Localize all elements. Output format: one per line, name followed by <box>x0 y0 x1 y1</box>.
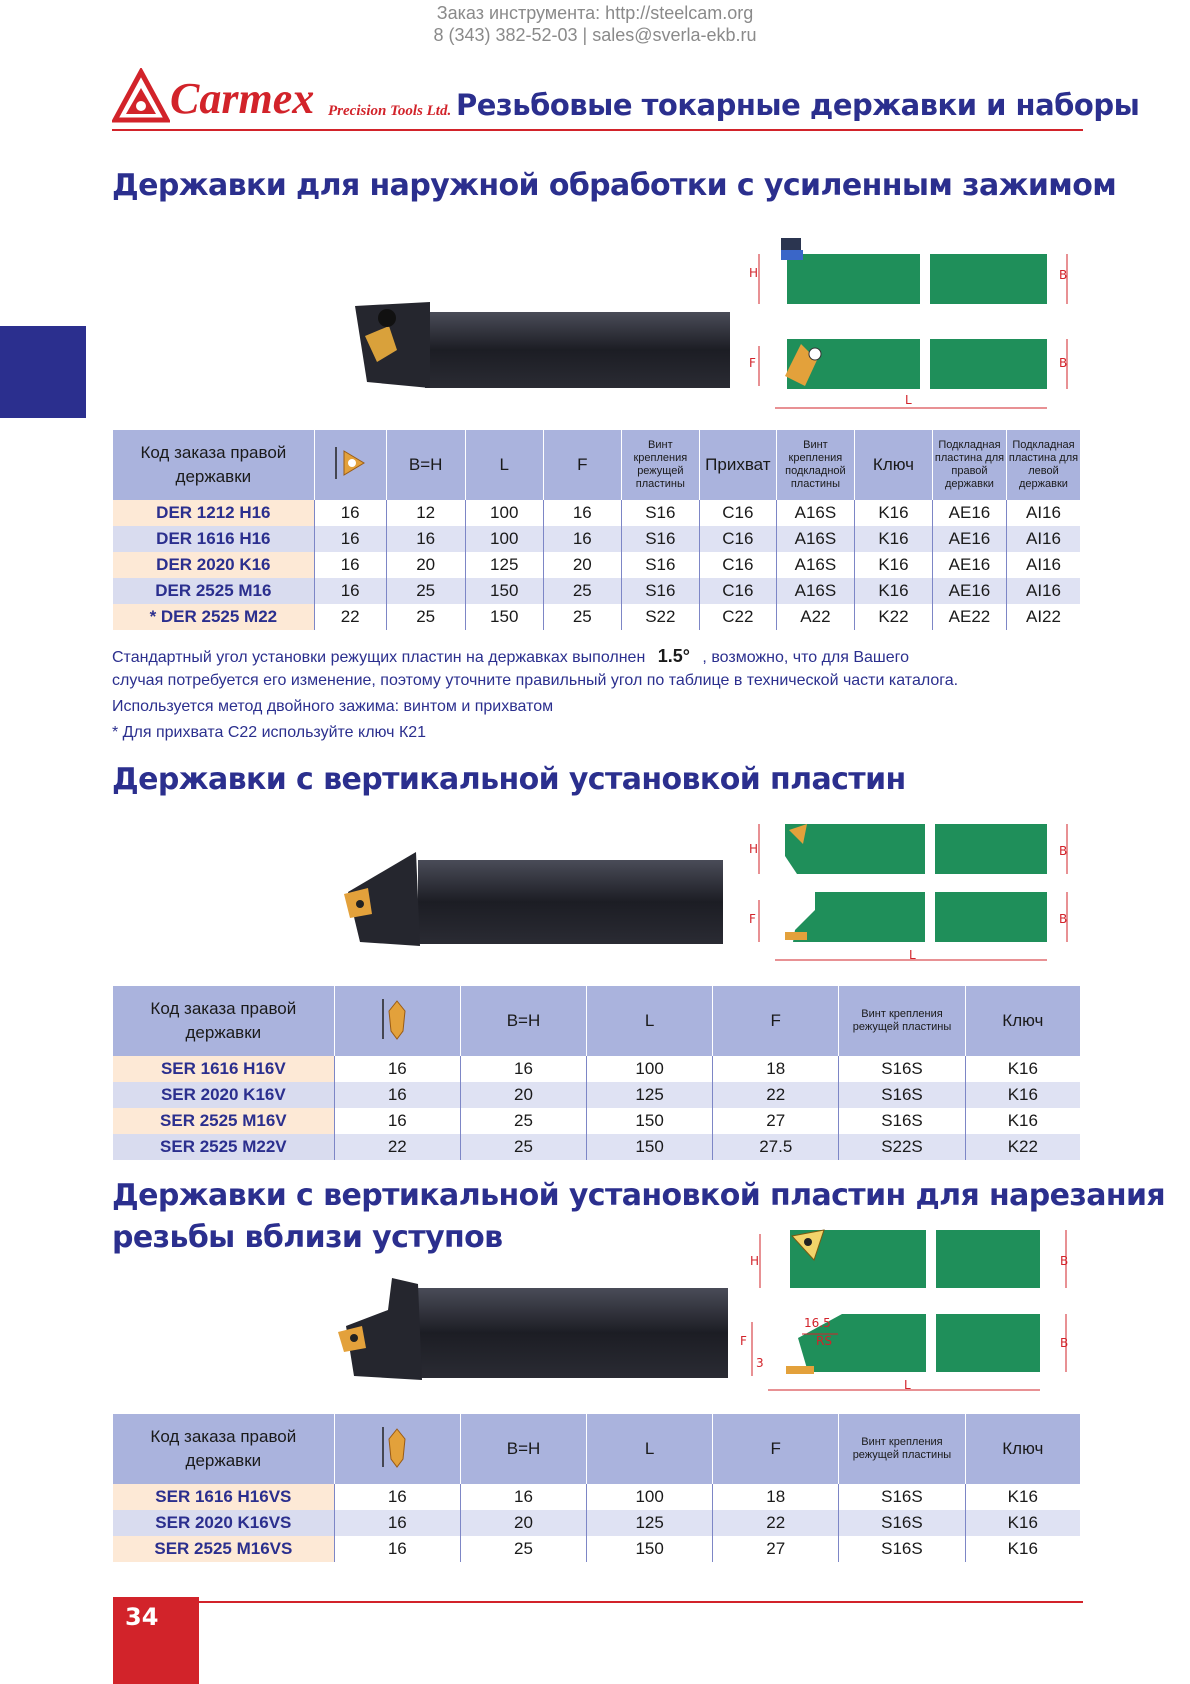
cell: 16 <box>543 500 621 526</box>
holder-photo-ser-vs <box>332 1276 732 1388</box>
cell: 16 <box>543 526 621 552</box>
table-row <box>113 552 1080 578</box>
dim-b-label: B <box>1059 844 1068 858</box>
dim-l-label: L <box>909 948 916 962</box>
cell: K16 <box>965 1056 1080 1082</box>
cell: AE16 <box>932 578 1006 604</box>
table-row <box>113 1108 1080 1134</box>
cell: S16S <box>839 1056 965 1082</box>
dim-offset-label: 3 <box>756 1356 764 1370</box>
cell: S16 <box>621 500 699 526</box>
table-row <box>113 604 1080 630</box>
dim-h-label: H <box>749 266 759 280</box>
col-bh: B=H <box>460 1414 586 1484</box>
cell: 25 <box>460 1134 586 1160</box>
cell: 16 <box>314 500 386 526</box>
cell: 16 <box>334 1536 460 1562</box>
note-angle-text: Стандартный угол установки режущих пластин на державках выполнен <box>112 649 646 666</box>
cell: S16 <box>621 578 699 604</box>
cell: 20 <box>460 1510 586 1536</box>
cell: 25 <box>386 578 465 604</box>
note-angle <box>112 646 909 667</box>
note-angle-value: 1.5° <box>657 646 690 666</box>
vertical-insert-icon <box>377 1425 417 1469</box>
cell: 16 <box>460 1056 586 1082</box>
cell: S16S <box>839 1536 965 1562</box>
dim-width-label: 16.5 <box>804 1316 831 1330</box>
col-bh: B=H <box>460 986 586 1056</box>
cell: K22 <box>965 1134 1080 1160</box>
cell: 27.5 <box>713 1134 839 1160</box>
cell: AE22 <box>932 604 1006 630</box>
cell: S22S <box>839 1134 965 1160</box>
cell: 125 <box>587 1510 713 1536</box>
note-line-3: Используется метод двойного зажима: винтом и прихватом <box>112 698 554 715</box>
cell: 12 <box>386 500 465 526</box>
cell: K16 <box>965 1082 1080 1108</box>
cell: S22 <box>621 604 699 630</box>
cell: AI16 <box>1006 500 1080 526</box>
note-line-2: случая потребуется его изменение, поэтому уточните правильный угол по таблице в технической части каталога. <box>112 672 959 689</box>
page-title: Резьбовые токарные державки и наборы <box>456 88 1140 122</box>
cell: 18 <box>713 1484 839 1510</box>
order-code: DER 2525 M16 <box>113 578 314 604</box>
dim-rs-label: RS <box>816 1334 832 1348</box>
dim-b-label-2: B <box>1060 1336 1069 1350</box>
cell: 150 <box>465 604 543 630</box>
col-f: F <box>713 1414 839 1484</box>
dim-f-label: F <box>740 1334 747 1348</box>
col-insert-screw: Винт крепления режущей пластины <box>839 1414 965 1484</box>
dim-b-label: B <box>1059 268 1068 282</box>
order-code: DER 1616 H16 <box>113 526 314 552</box>
cell: A16S <box>776 578 854 604</box>
table-row <box>113 1134 1080 1160</box>
cell: C16 <box>699 578 776 604</box>
col-l: L <box>587 986 713 1056</box>
cell: 125 <box>587 1082 713 1108</box>
cell: 27 <box>713 1108 839 1134</box>
order-code: SER 2525 M16V <box>113 1108 334 1134</box>
cell: C16 <box>699 526 776 552</box>
cell: 100 <box>587 1484 713 1510</box>
contact-line-2: 8 (343) 382-52-03 | sales@sverla-ekb.ru <box>433 25 757 45</box>
cell: C16 <box>699 552 776 578</box>
cell: A22 <box>776 604 854 630</box>
cell: AI16 <box>1006 552 1080 578</box>
col-f: F <box>543 430 621 500</box>
dim-b-label: B <box>1060 1254 1069 1268</box>
cell: A16S <box>776 552 854 578</box>
cell: K16 <box>854 578 932 604</box>
cell: AE16 <box>932 552 1006 578</box>
dimension-diagram-ser-vs <box>738 1226 1085 1400</box>
cell: 125 <box>465 552 543 578</box>
col-shim-right: Подкладная пластина для правой державки <box>932 430 1006 500</box>
cell: C22 <box>699 604 776 630</box>
cell: 16 <box>314 552 386 578</box>
cell: 150 <box>465 578 543 604</box>
note-line-4: * Для прихвата С22 используйте ключ К21 <box>112 724 427 741</box>
col-shim-left: Подкладная пластина для левой державки <box>1006 430 1080 500</box>
carmex-logo-icon <box>112 68 170 126</box>
cell: 25 <box>543 578 621 604</box>
cell: 25 <box>460 1108 586 1134</box>
order-code: DER 2020 K16 <box>113 552 314 578</box>
cell: AE16 <box>932 526 1006 552</box>
cell: 22 <box>314 604 386 630</box>
cell: 27 <box>713 1536 839 1562</box>
cell: 16 <box>334 1510 460 1536</box>
order-code: SER 1616 H16V <box>113 1056 334 1082</box>
table-row <box>113 1484 1080 1510</box>
cell: 20 <box>386 552 465 578</box>
side-tab <box>0 326 86 418</box>
table-row <box>113 1510 1080 1536</box>
col-clamp: Прихват <box>699 430 776 500</box>
cell: 20 <box>543 552 621 578</box>
vertical-insert-icon <box>377 997 417 1041</box>
order-code: SER 2525 M22V <box>113 1134 334 1160</box>
spec-table-ser-vs <box>113 1414 1080 1562</box>
brand-name: Carmex <box>170 74 315 123</box>
cell: 16 <box>386 526 465 552</box>
header-rule <box>112 129 1083 131</box>
dim-h-label: H <box>750 1254 760 1268</box>
spec-table-der <box>113 430 1080 630</box>
col-l: L <box>465 430 543 500</box>
dim-l-label: L <box>905 393 912 407</box>
table-row <box>113 1536 1080 1562</box>
cell: 25 <box>460 1536 586 1562</box>
cell: K16 <box>965 1510 1080 1536</box>
cell: S16S <box>839 1108 965 1134</box>
col-key: Ключ <box>854 430 932 500</box>
dim-b-label-2: B <box>1059 912 1068 926</box>
cell: K16 <box>854 526 932 552</box>
cell: 150 <box>587 1134 713 1160</box>
cell: S16 <box>621 526 699 552</box>
col-order-code: Код заказа правой державки <box>113 1414 334 1484</box>
cell: 16 <box>314 578 386 604</box>
cell: 16 <box>314 526 386 552</box>
col-l: L <box>587 1414 713 1484</box>
dim-f-label: F <box>749 912 756 926</box>
col-insert-screw: Винт крепления режущей пластины <box>839 986 965 1056</box>
order-code: SER 2525 M16VS <box>113 1536 334 1562</box>
cell: AI16 <box>1006 578 1080 604</box>
table-row <box>113 500 1080 526</box>
col-bh: B=H <box>386 430 465 500</box>
dim-h-label: H <box>749 842 759 856</box>
col-key: Ключ <box>965 1414 1080 1484</box>
section3-title-line2: резьбы вблизи уступов <box>112 1220 503 1255</box>
page-number: 34 <box>113 1597 199 1684</box>
table-row <box>113 526 1080 552</box>
cell: 25 <box>543 604 621 630</box>
section1-title: Державки для наружной обработки с усиленным зажимом <box>112 168 1117 203</box>
cell: 20 <box>460 1082 586 1108</box>
cell: 16 <box>334 1056 460 1082</box>
cell: 25 <box>386 604 465 630</box>
section2-title: Державки с вертикальной установкой пластин <box>112 762 906 797</box>
col-insert-screw: Винт крепления режущей пластины <box>621 430 699 500</box>
cell: 100 <box>587 1056 713 1082</box>
dim-b-label-2: B <box>1059 356 1068 370</box>
dimension-diagram-ser-v <box>745 820 1085 970</box>
cell: S16S <box>839 1082 965 1108</box>
contact-line-1: Заказ инструмента: http://steelcam.org <box>436 3 754 23</box>
section3-title-line1: Державки с вертикальной установкой пластин для нарезания <box>112 1178 1166 1213</box>
cell: K16 <box>965 1484 1080 1510</box>
cell: AI22 <box>1006 604 1080 630</box>
cell: 100 <box>465 500 543 526</box>
cell: S16S <box>839 1510 965 1536</box>
cell: AE16 <box>932 500 1006 526</box>
order-code: DER 1212 H16 <box>113 500 314 526</box>
cell: A16S <box>776 526 854 552</box>
col-shim-screw: Винт крепления подкладной пластины <box>776 430 854 500</box>
order-code: SER 1616 H16VS <box>113 1484 334 1510</box>
cell: 150 <box>587 1536 713 1562</box>
cell: 22 <box>334 1134 460 1160</box>
dim-f-label: F <box>749 356 756 370</box>
cell: S16 <box>621 552 699 578</box>
order-code: * DER 2525 M22 <box>113 604 314 630</box>
cell: 150 <box>587 1108 713 1134</box>
cell: AI16 <box>1006 526 1080 552</box>
cell: S16S <box>839 1484 965 1510</box>
table-row <box>113 578 1080 604</box>
table-row <box>113 1056 1080 1082</box>
col-f: F <box>713 986 839 1056</box>
cell: 16 <box>460 1484 586 1510</box>
cell: K16 <box>965 1536 1080 1562</box>
holder-photo-ser-v <box>338 846 728 956</box>
cell: 18 <box>713 1056 839 1082</box>
cell: A16S <box>776 500 854 526</box>
spec-table-ser-v <box>113 986 1080 1160</box>
col-order-code: Код заказа правой державки <box>113 430 314 500</box>
dim-l-label: L <box>904 1378 911 1392</box>
note-angle-text-2: , возможно, что для Вашего <box>702 649 910 666</box>
col-order-code: Код заказа правой державки <box>113 986 334 1056</box>
footer-rule <box>199 1601 1083 1603</box>
holder-photo-der <box>355 292 735 402</box>
cell: 16 <box>334 1108 460 1134</box>
brand-subtitle: Precision Tools Ltd. <box>328 103 452 119</box>
cell: C16 <box>699 500 776 526</box>
cell: 22 <box>713 1510 839 1536</box>
cell: K16 <box>965 1108 1080 1134</box>
cell: 16 <box>334 1082 460 1108</box>
cell: 100 <box>465 526 543 552</box>
col-key: Ключ <box>965 986 1080 1056</box>
col-insert-icon <box>314 430 386 500</box>
cell: K22 <box>854 604 932 630</box>
col-insert-icon <box>334 1414 460 1484</box>
table-row <box>113 1082 1080 1108</box>
cell: K16 <box>854 500 932 526</box>
order-code: SER 2020 K16V <box>113 1082 334 1108</box>
cell: 22 <box>713 1082 839 1108</box>
insert-size-icon <box>330 443 370 483</box>
cell: 16 <box>334 1484 460 1510</box>
dimension-diagram-der <box>745 236 1085 422</box>
order-code: SER 2020 K16VS <box>113 1510 334 1536</box>
col-insert-icon <box>334 986 460 1056</box>
cell: K16 <box>854 552 932 578</box>
